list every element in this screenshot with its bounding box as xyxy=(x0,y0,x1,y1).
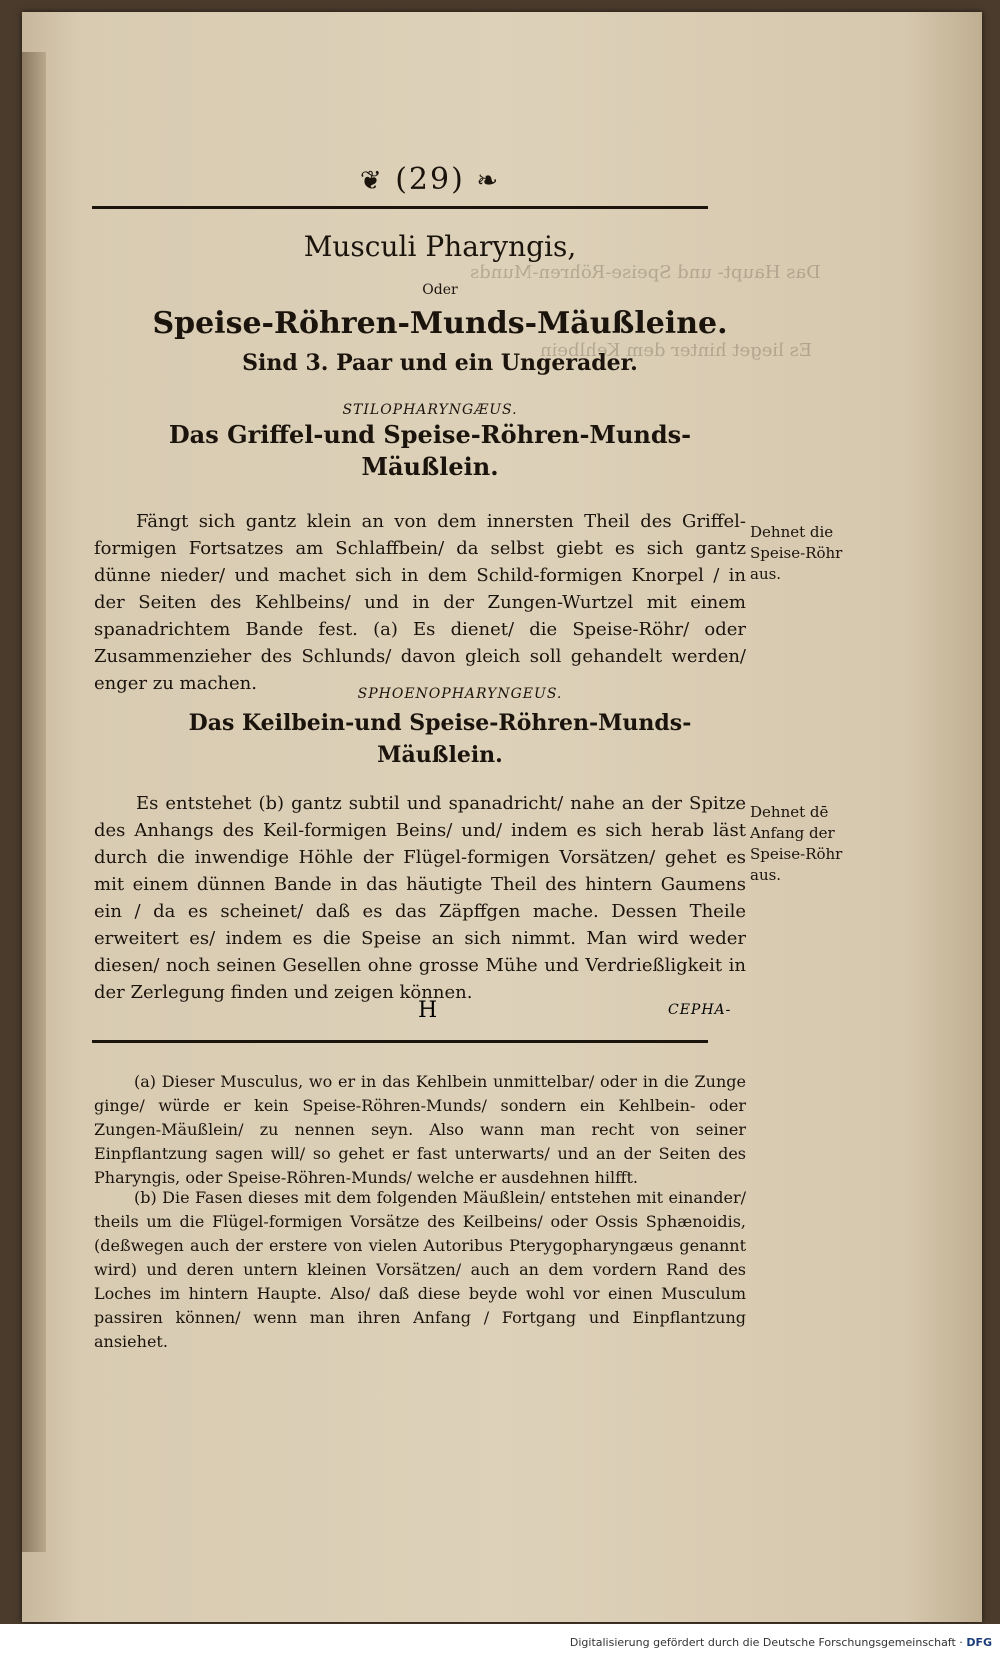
section2-margin-note: Dehnet dē Anfang der Speise-Röhr aus. xyxy=(750,803,843,884)
section1-body: Fängt sich gantz klein an von dem innersten Theil des Griffel-formigen Fortsatzes am Schlaffbein/ da selbst giebt es sich gantz dünne nieder/ und machet sich in dem Schild-formigen Knorpel / in der Seiten des Kehlbeins/ und in der Zungen-Wurtzel mit einem spanadrichtem Bande fest. (a) Es dienet/ die Speise-Röhr/ oder Zusammenzieher des Schlunds/ davon gleich soll gehandelt werden/ enger zu machen. xyxy=(94,511,746,694)
signature-mark: H xyxy=(418,998,438,1023)
section1-margin-note: Dehnet die Speise-Röhr aus. xyxy=(750,523,843,583)
footnote-a: (a) Dieser Musculus, wo er in das Kehlbein unmittelbar/ oder in die Zunge ginge/ würde er kein Speise-Röhren-Munds/ sondern ein Kehlbein- oder Zungen-Mäußlein/ zu nennen seyn. Also wann man recht von seiner Einpflantzung sagen will/ so gehet er fast unterwarts/ und an der Seiten des Pharyngis, oder Speise-Röhren-Munds/ welche er ausdehnen hilfft. xyxy=(94,1072,746,1187)
footer-text: Digitalisierung gefördert durch die Deutsche Forschungsgemeinschaft xyxy=(569,1636,956,1649)
previous-page-edge xyxy=(22,52,46,1552)
page-number: 29 xyxy=(408,162,452,197)
show-through-text: Das Haupt- und Speise-Röhren-Munds xyxy=(470,262,821,283)
section2-latin-name: SPHOENOPHARYNGEUS. xyxy=(357,686,563,702)
ornament-right-icon: ❧ xyxy=(476,166,501,196)
heading-subtitle: Sind 3. Paar und ein Ungerader. xyxy=(242,350,638,376)
section2-title-cont: Mäußlein. xyxy=(377,742,503,768)
heading-oder: Oder xyxy=(422,282,458,298)
ornament-left-icon: ❦ xyxy=(359,166,384,196)
heading-german: Speise-Röhren-Munds-Mäußleine. xyxy=(152,306,728,341)
running-head: ❦ (29) ❧ xyxy=(359,162,501,197)
dfg-logo: DFG xyxy=(966,1636,992,1649)
footnote-b: (b) Die Fasen dieses mit dem folgenden Mäußlein/ entstehen mit einander/ theils um die Flügel-formigen Vorsätze des Keilbeins/ oder Ossis Sphænoidis, (deßwegen auch der erstere von vielen Autoribus Pterygopharyngæus genannt wird) und deren untern kleinen Vorsätzen/ auch an dem vordern Rand des Loches im hintern Haupte. Also/ daß diese beyde wohl vor einen Musculum passiren können/ wenn man ihren Anfang / Fortgang und Einpflantzung ansiehet. xyxy=(94,1188,746,1351)
section2-body: Es entstehet (b) gantz subtil und spanadricht/ nahe an der Spitze des Anhangs des Keil-formigen Beins/ und/ indem es sich herab läst durch die inwendige Höhle der Flügel-formigen Vorsätzen/ gehet es mit einem dünnen Bande in das häutigte Theil des hintern Gaumens ein / da es scheinet/ daß es das Zäpffgen mache. Dessen Theile erweitert es/ indem es die Speise an sich nimmt. Man wird weder diesen/ noch seinen Gesellen ohne grosse Mühe und Verdrießligkeit in der Zerlegung finden und zeigen können. xyxy=(94,793,746,1003)
section1-latin-name: STILOPHARYNGÆUS. xyxy=(342,402,518,418)
section1-title-cont: Mäußlein. xyxy=(361,452,499,481)
section1-title: Das Griffel-und Speise-Röhren-Munds- xyxy=(168,420,692,449)
heading-latin: Musculi Pharyngis, xyxy=(303,230,577,263)
catchword: CEPHA- xyxy=(668,1002,732,1018)
show-through-text: Es lieget hinter dem Kehlbein xyxy=(540,340,813,361)
footer-credit: Digitalisierung gefördert durch die Deutsche Forschungsgemeinschaft · DFG xyxy=(569,1636,992,1649)
header-rule xyxy=(92,206,708,209)
footnote-rule xyxy=(92,1040,708,1043)
section2-title: Das Keilbein-und Speise-Röhren-Munds- xyxy=(188,710,692,736)
